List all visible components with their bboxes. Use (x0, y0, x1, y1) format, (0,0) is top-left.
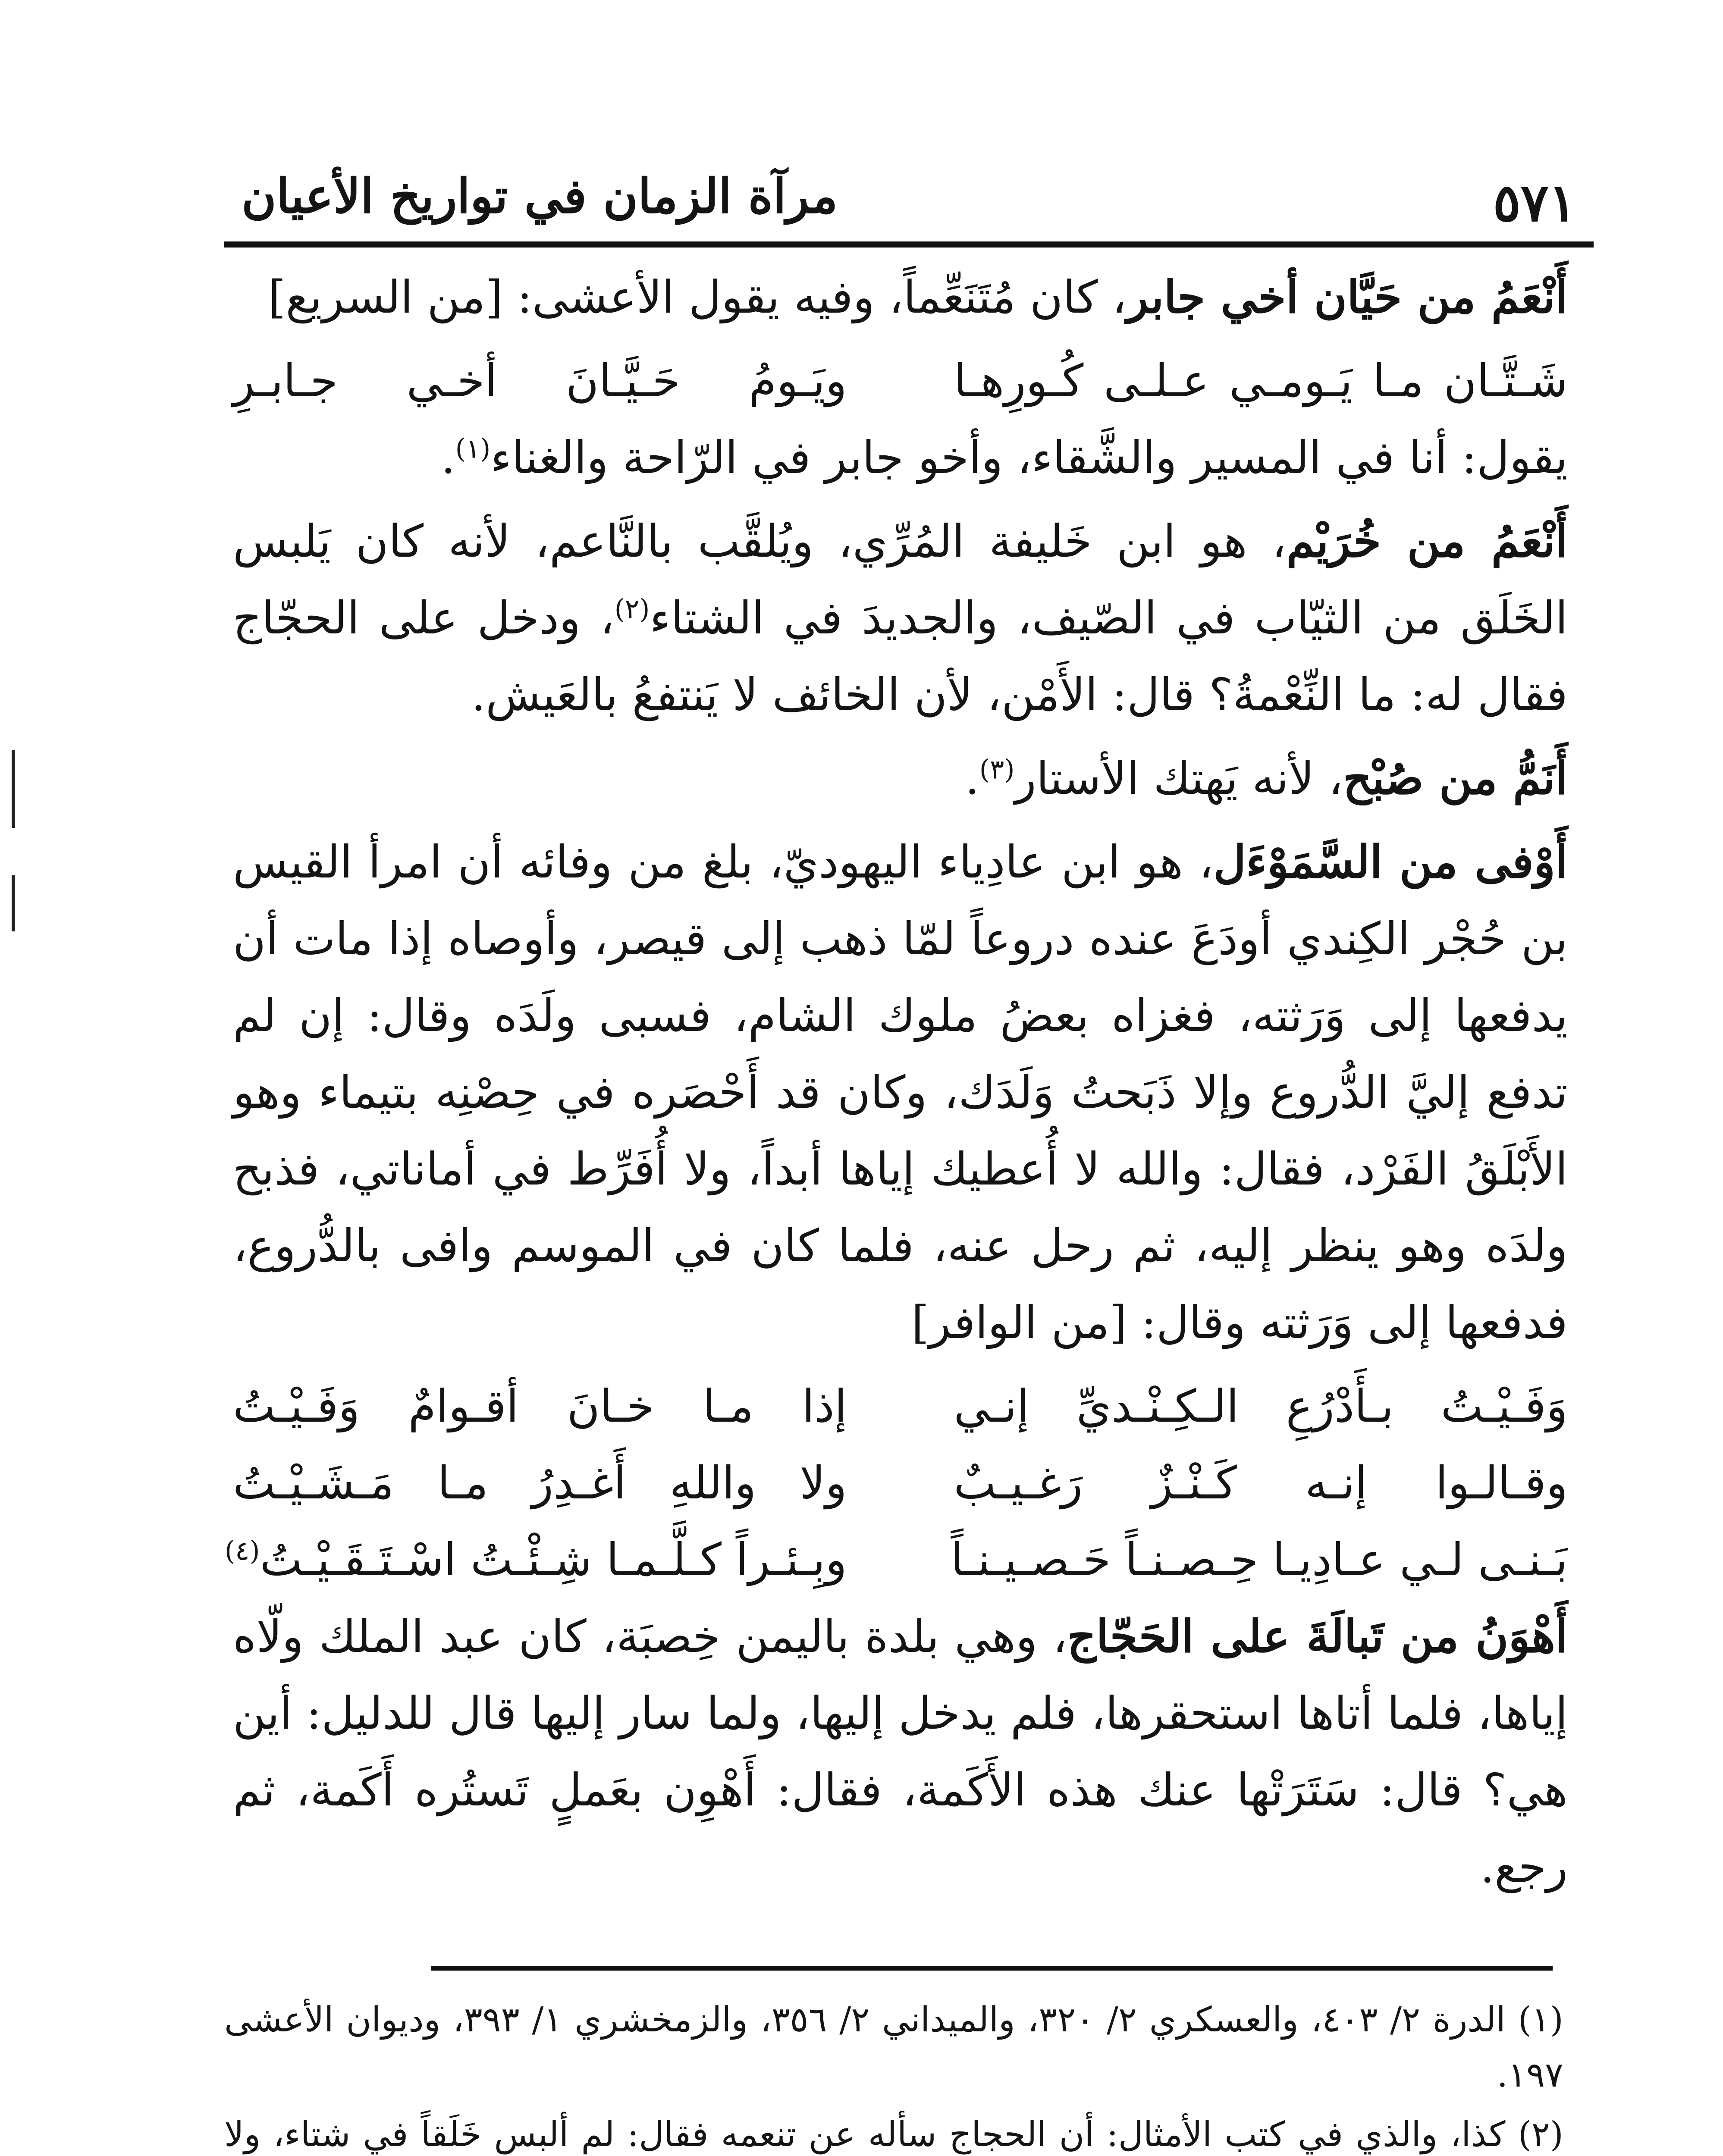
paragraph-text: ، لأنه يَهتك الأستار (1014, 752, 1343, 805)
verse-hemistich-second (224, 1521, 847, 1598)
verse-line (233, 342, 1568, 419)
verse-line (233, 1445, 1568, 1521)
paragraph (233, 503, 1568, 733)
full-stop: . (441, 431, 455, 484)
footnotes (224, 1992, 1563, 2156)
verse-hemistich-second: إذا مـا خـانَ أقـوامٌ وَفَـيْـتُ (233, 1380, 847, 1432)
meter-label: [من الوافر] (911, 1296, 1127, 1349)
paragraph (233, 1598, 1568, 1905)
page-header (224, 155, 1594, 248)
scan-margin-mark (12, 875, 15, 931)
paragraph-text: ، وهي بلدة باليمن خِصبَة، كان عبد الملك ولّاه إياها، فلما أتاها استحقرها، فلم يدخل إليها، ولما سار إليها قال للدليل: أين هي؟ قال: سَتَرَتْها عنك هذه الأَكَمة، فقال: أَهْوِن بعَملٍ تَستُره أَكَمة، ثم رجع. (233, 1610, 1568, 1893)
footnote (224, 2107, 1563, 2156)
footnote-ref[interactable]: (١) (455, 432, 491, 464)
footnote-ref[interactable]: (٣) (979, 753, 1015, 785)
paragraph-text-after: . (965, 752, 979, 805)
paragraph-text: ، كان مُتَنَعِّماً، وفيه يقول الأعشى: (502, 271, 1127, 323)
verse-hemistich-first: شَـتَّـان مـا يَـومـي عـلـى كُـورِهـا (954, 354, 1568, 407)
proverb-keyword: أَنَمُّ من صُبْح (1343, 752, 1568, 805)
footnote (224, 1992, 1563, 2103)
verse-hemistich-text: وبِـئـراً كـلَّـمـا شِـئْـتُ اسْـتَـقَـيْـتُ (260, 1533, 847, 1586)
verse-hemistich-second: ويَـومُ حَـيَّـانَ أخـي جـابـرِ (233, 354, 847, 407)
paragraph-text: ، هو ابن خَليفة المُرِّي، ويُلقَّب بالنَّاعم، لأنه كان يَلبس الخَلَق من الثيّاب في الصّيف، والجديدَ في الشتاء (233, 515, 1568, 644)
paragraph-text-after: ، ودخل على الحجّاج فقال له: ما النِّعْمةُ؟ قال: الأَمْن، لأن الخائف لا يَنتفعُ بالعَيش. (233, 592, 1568, 721)
footnote-number: (٢) (1518, 2114, 1563, 2154)
proverb-keyword: أَنْعَمُ من خُرَيْم (1286, 514, 1568, 567)
footnote-number: (١) (1518, 1999, 1564, 2040)
verse-hemistich-first: بَـنـى لـي عـادِيـا حِـصـنـاً حَـصـيـنـاً (951, 1533, 1568, 1586)
proverb-keyword: أَنْعَمُ من حَيَّان أخي جابر (1127, 270, 1568, 323)
paragraph (233, 824, 1568, 1361)
proverb-keyword: أَهْوَنُ من تَبالَةَ على الحَجّاج (1067, 1610, 1568, 1663)
paragraph (233, 740, 1568, 817)
meter-label: [من السريع] (268, 271, 503, 323)
footnote-ref[interactable]: (٤) (224, 1535, 260, 1567)
paragraph (233, 419, 1568, 496)
paragraph (233, 259, 1568, 335)
footnote-ref[interactable]: (٢) (614, 593, 650, 625)
paragraph-text: ، هو ابن عادِياء اليهوديّ، بلغ من وفائه أن امرأ القيس بن حُجْر الكِندي أودَعَ عنده دروعاً لمّا ذهب إلى قيصر، وأوصاه إذا مات أن يدفعها إلى وَرَثته، فغزاه بعضُ ملوك الشام، فسبى ولَدَه وقال: إن لم تدفع إليَّ الدُّروع وإلا ذَبَحتُ وَلَدَك، وكان قد أَحْصَره في حِصْنِه بتيماء وهو الأَبْلَقُ الفَرْد، فقال: والله لا أُعطيك إياها أبداً، ولا أُفَرِّط في أماناتي، فذبح ولدَه وهو ينظر إليه، ثم رحل عنه، فلما كان في الموسم وافى بالدُّروع، فدفعها إلى وَرَثته وقال: (233, 836, 1568, 1349)
page-number: ٥٧١ (1493, 172, 1576, 233)
footnote-text: الدرة ٢/ ٤٠٣، والعسكري ٢/ ٣٢٠، والميداني ٢/ ٣٥٦، والزمخشري ١/ ٣٩٣، وديوان الأعشى ١٩٧. (224, 1999, 1563, 2095)
main-text (224, 259, 1568, 1912)
verse-line (224, 1521, 1568, 1598)
footnote-text: كذا، والذي في كتب الأمثال: أن الحجاج سأله عن تنعمه فقال: لم ألبس خَلَقاً في شتاء، ولا (224, 2114, 1506, 2154)
verse-hemistich-first: وَفَـيْـتُ بـأَدْرُعِ الـكِـنْـديِّ إنـي (954, 1380, 1568, 1432)
verse-hemistich-first: وقـالـوا إنـه كَـنْـزٌ رَغـيـبٌ (954, 1457, 1568, 1509)
running-title: مرآة الزمان في تواريخ الأعيان (242, 168, 838, 224)
verse-line (233, 1368, 1568, 1445)
paragraph-text: يقول: أنا في المسير والشَّقاء، وأخو جابر في الرّاحة والغناء (490, 431, 1568, 484)
verse-hemistich-second: ولا واللهِ أَغـدِرُ مـا مَـشَـيْـتُ (233, 1457, 847, 1509)
proverb-keyword: أَوْفى من السَّمَوْءَل (1213, 835, 1568, 888)
scan-margin-mark (12, 750, 15, 828)
footnote-separator (431, 1966, 1553, 1971)
